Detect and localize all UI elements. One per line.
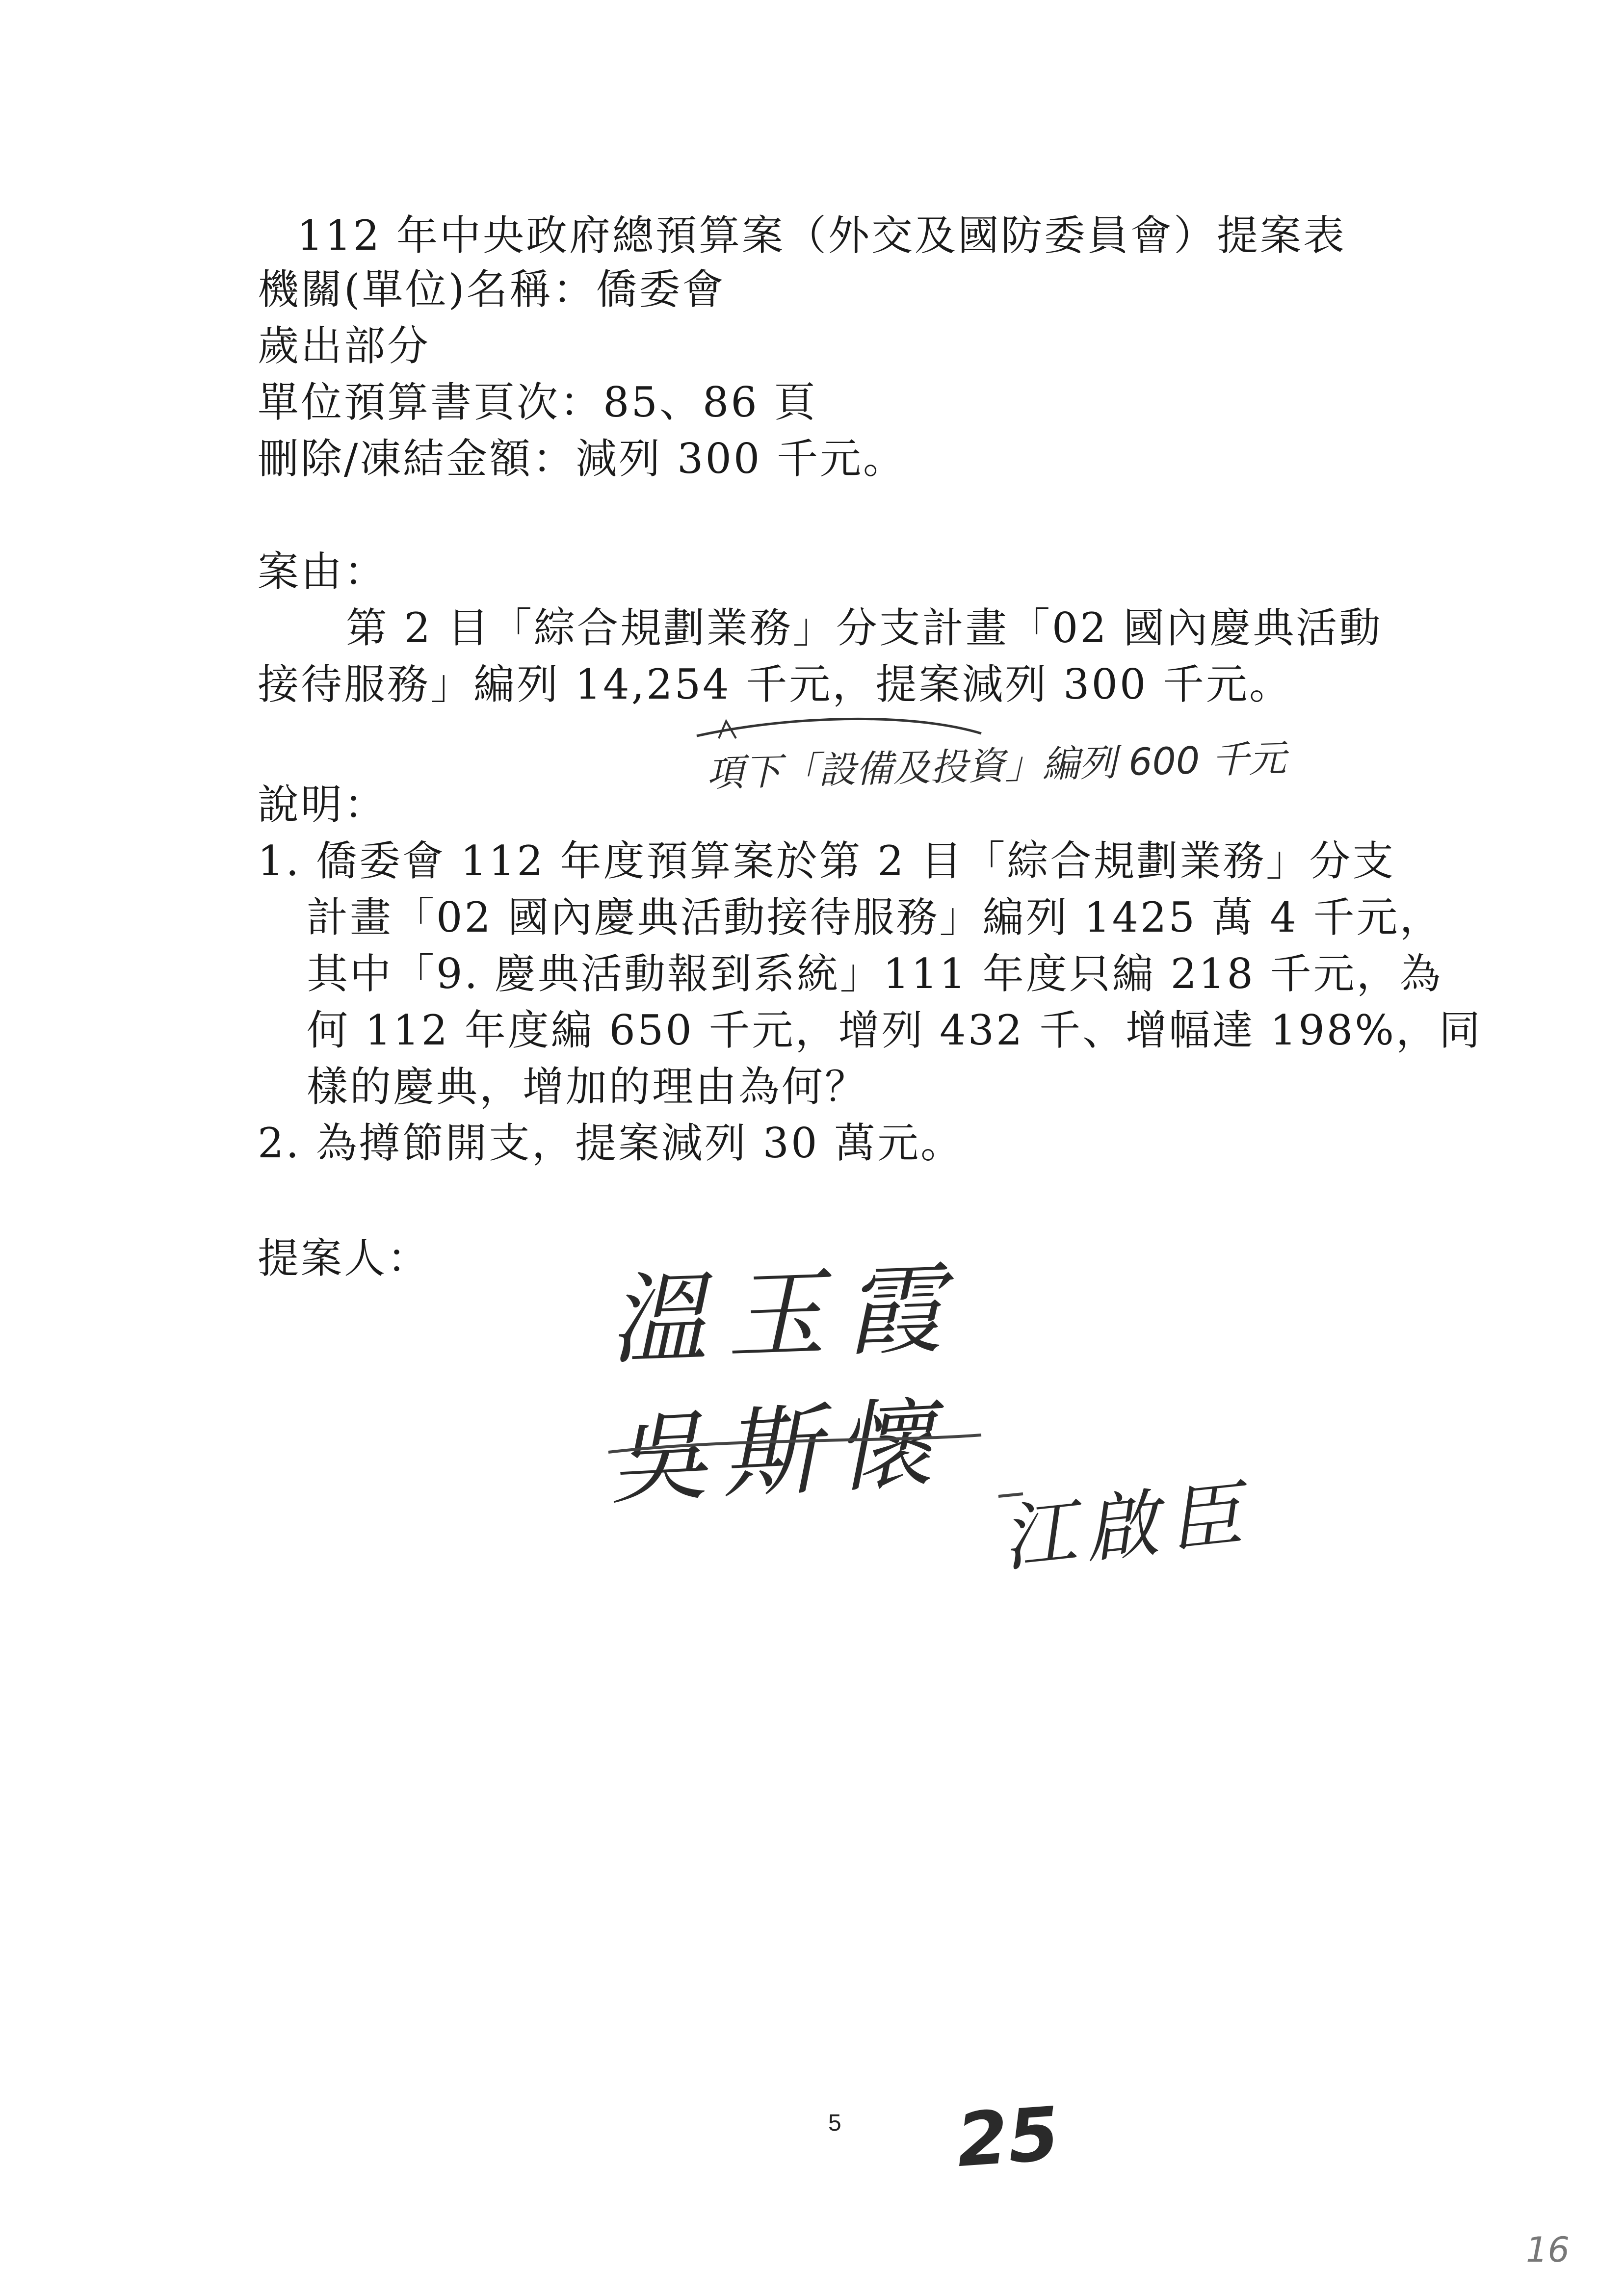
explanation-item-1-line-5: 樣的慶典，增加的理由為何？ bbox=[307, 1063, 868, 1111]
reason-heading: 案由： bbox=[258, 548, 388, 596]
page-number: 5 bbox=[828, 2110, 841, 2136]
signature-2: 吳斯懷 bbox=[606, 1386, 950, 1518]
explanation-heading: 說明： bbox=[258, 781, 388, 829]
explanation-item-1-line-3: 其中「9. 慶典活動報到系統」111 年度只編 218 千元，為 bbox=[307, 950, 1443, 998]
signature-3: 江啟臣 bbox=[997, 1471, 1256, 1583]
document-title: 112 年中央政府總預算案（外交及國防委員會）提案表 bbox=[297, 211, 1347, 260]
budget-section: 歲出部分 bbox=[258, 322, 431, 370]
cut-amount: 刪除/凍結金額：減列 300 千元。 bbox=[258, 435, 907, 483]
explanation-item-1-line-4: 何 112 年度編 650 千元，增列 432 千、增幅達 198%，同 bbox=[307, 1006, 1483, 1054]
reason-line-1: 第 2 目「綜合規劃業務」分支計畫「02 國內慶典活動 bbox=[346, 604, 1383, 652]
proposer-label: 提案人： bbox=[258, 1234, 431, 1282]
signature-1: 溫玉霞 bbox=[606, 1252, 964, 1379]
reason-line-2: 接待服務」編列 14,254 千元，提案減列 300 千元。 bbox=[258, 660, 1293, 708]
handwritten-page-mark: 25 bbox=[954, 2091, 1062, 2184]
corner-number: 16 bbox=[1526, 2230, 1570, 2270]
explanation-item-2: 2. 為撙節開支，提案減列 30 萬元。 bbox=[258, 1119, 964, 1167]
explanation-item-1-line-1: 1. 僑委會 112 年度預算案於第 2 目「綜合規劃業務」分支 bbox=[258, 837, 1396, 885]
agency-name: 機關(單位)名稱：僑委會 bbox=[258, 265, 726, 313]
explanation-item-1-line-2: 計畫「02 國內慶典活動接待服務」編列 1425 萬 4 千元， bbox=[307, 893, 1443, 941]
budget-pages: 單位預算書頁次：85、86 頁 bbox=[258, 378, 817, 426]
handwritten-insert-note: 項下「設備及投資」編列 600 千元 bbox=[706, 736, 1287, 795]
